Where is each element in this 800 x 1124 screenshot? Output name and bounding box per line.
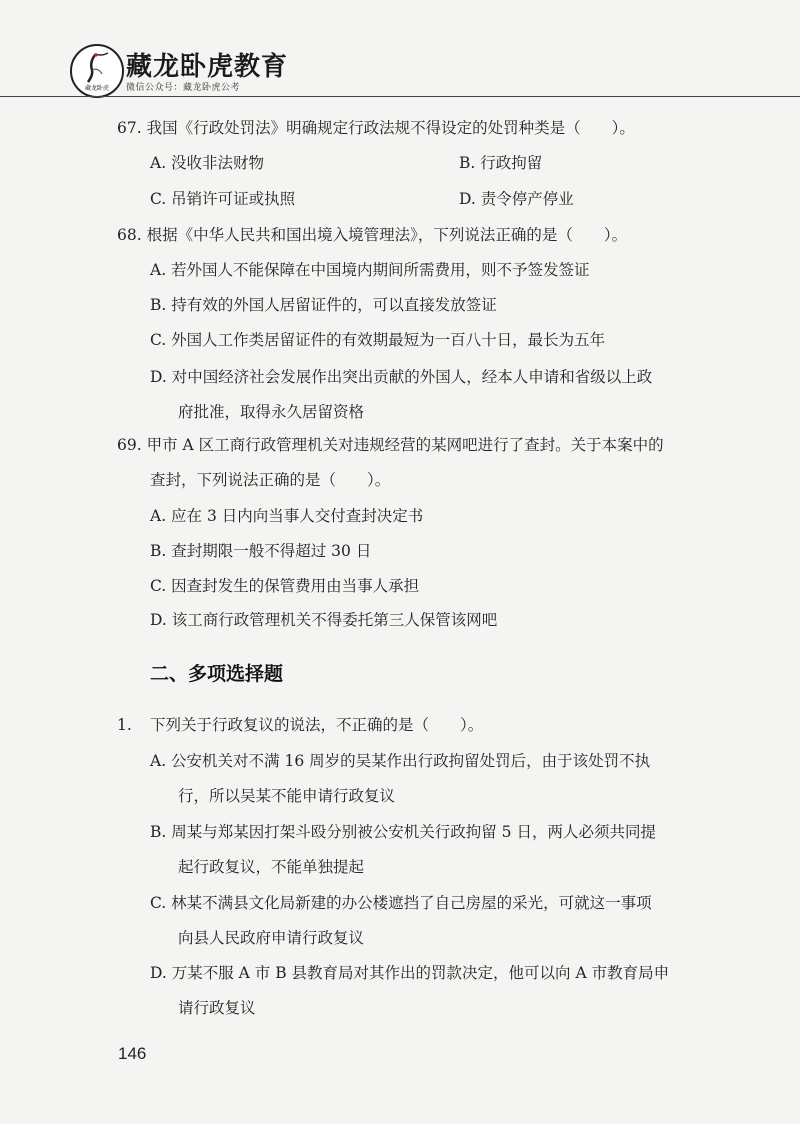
logo-caption: 藏龙卧虎 bbox=[84, 85, 109, 92]
page-number: 146 bbox=[118, 1044, 147, 1063]
question-67-option-c: C. 吊销许可证或执照 bbox=[150, 190, 296, 208]
crane-icon bbox=[82, 52, 110, 86]
header-divider bbox=[0, 96, 800, 97]
multi-question-1-option-b-line2: 起行政复议，不能单独提起 bbox=[178, 858, 365, 876]
multi-question-1-option-a-line1: A. 公安机关对不满 16 周岁的吴某作出行政拘留处罚后，由于该处罚不执 bbox=[150, 752, 651, 770]
question-69-option-b: B. 查封期限一般不得超过 30 日 bbox=[150, 542, 372, 560]
question-67-option-d: D. 责令停产停业 bbox=[459, 190, 574, 208]
page-header bbox=[0, 0, 800, 100]
multi-question-1-stem: 下列关于行政复议的说法，不正确的是（ ）。 bbox=[150, 716, 484, 734]
multi-question-1-option-c-line2: 向县人民政府申请行政复议 bbox=[178, 929, 365, 947]
multi-question-1-option-a-line2: 行，所以吴某不能申请行政复议 bbox=[178, 787, 396, 805]
question-68-option-d-line1: D. 对中国经济社会发展作出突出贡献的外国人，经本人申请和省级以上政 bbox=[150, 368, 653, 386]
question-67-option-b: B. 行政拘留 bbox=[459, 154, 543, 172]
brand-subtitle: 微信公众号：藏龙卧虎公考 bbox=[126, 83, 241, 93]
question-67-stem: 67. 我国《行政处罚法》明确规定行政法规不得设定的处罚种类是（ ）。 bbox=[117, 119, 635, 137]
multi-question-1-option-d-line2: 请行政复议 bbox=[178, 999, 256, 1017]
crane-logo bbox=[70, 44, 124, 98]
question-68-option-a: A. 若外国人不能保障在中国境内期间所需费用，则不予签发签证 bbox=[150, 261, 590, 279]
question-69-option-a: A. 应在 3 日内向当事人交付查封决定书 bbox=[150, 507, 424, 525]
section-title: 二、多项选择题 bbox=[150, 663, 284, 685]
multi-question-1-option-d-line1: D. 万某不服 A 市 B 县教育局对其作出的罚款决定，他可以向 A 市教育局申 bbox=[150, 964, 670, 982]
brand-title: 藏龙卧虎教育 bbox=[126, 52, 289, 82]
question-69-stem-line2: 查封，下列说法正确的是（ ）。 bbox=[150, 471, 391, 489]
question-69-option-c: C. 因查封发生的保管费用由当事人承担 bbox=[150, 577, 420, 595]
multi-question-1-option-b-line1: B. 周某与郑某因打架斗殴分别被公安机关行政拘留 5 日，两人必须共同提 bbox=[150, 823, 656, 841]
question-68-option-b: B. 持有效的外国人居留证件的，可以直接发放签证 bbox=[150, 296, 497, 314]
question-67-option-a: A. 没收非法财物 bbox=[150, 154, 265, 172]
question-68-stem: 68. 根据《中华人民共和国出境入境管理法》，下列说法正确的是（ ）。 bbox=[117, 226, 628, 244]
question-68-option-c: C. 外国人工作类居留证件的有效期最短为一百八十日，最长为五年 bbox=[150, 331, 606, 349]
question-69-stem-line1: 69. 甲市 A 区工商行政管理机关对违规经营的某网吧进行了查封。关于本案中的 bbox=[117, 436, 664, 454]
multi-question-1-number: 1. bbox=[117, 716, 132, 734]
question-69-option-d: D. 该工商行政管理机关不得委托第三人保管该网吧 bbox=[150, 611, 498, 629]
question-68-option-d-line2: 府批准，取得永久居留资格 bbox=[178, 403, 365, 421]
multi-question-1-option-c-line1: C. 林某不满县文化局新建的办公楼遮挡了自己房屋的采光，可就这一事项 bbox=[150, 894, 652, 912]
